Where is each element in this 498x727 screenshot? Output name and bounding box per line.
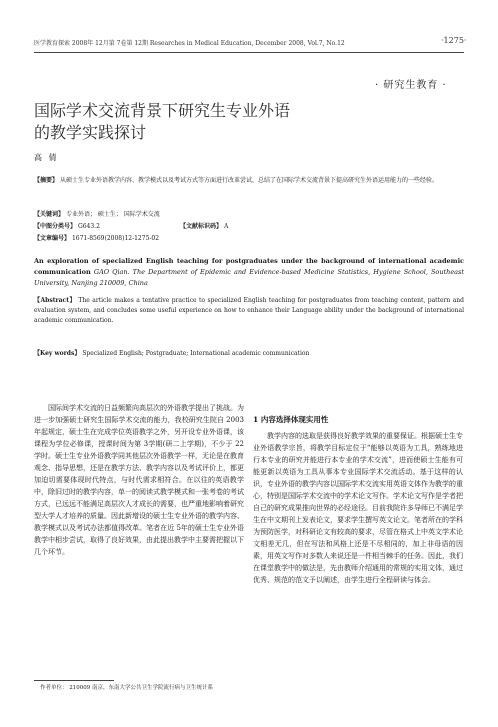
author: 高 倩	[34, 153, 59, 162]
footnote-rule	[34, 680, 114, 681]
docmark-label: 【文献标识码】	[180, 223, 223, 230]
abstract-label: 【摘要】	[34, 177, 59, 184]
classification-number	[34, 221, 100, 230]
keywords-label: 【关键词】	[34, 211, 65, 218]
english-keywords-text: Specialized English; Postgraduate; International academic communication	[82, 350, 310, 357]
english-affiliation: GAO Qian. The Department of Epidemic and Evidence-based Medicine Statistics, Hygiene School, Southeast University, Nanjing 210009, China	[34, 268, 464, 287]
english-keywords	[34, 348, 464, 357]
chinese-keywords	[34, 209, 160, 218]
english-abstract	[34, 296, 464, 326]
english-title: An exploration of specialized English teaching for postgraduates under the background of international academic communication	[34, 257, 464, 276]
chinese-abstract	[34, 176, 464, 186]
article-label: 【文章编号】	[34, 235, 71, 242]
abstract-text: 从硕士生专业外语教学内容、教学模式以及考试方式等方面进行改革尝试，总结了在国际学术交流背景下提高研究生外语运用能力的一些经验。	[59, 177, 438, 184]
running-header: 医学教育探索 2008年 12月第 7卷第 12期 Researches in Medical Education, December 2008, Vol.7, No.12	[34, 40, 345, 47]
english-title-block	[34, 256, 464, 289]
footnote	[34, 684, 244, 693]
article-value: 1671-8569(2008)12-1275-02	[71, 235, 160, 242]
docmark-value: A	[223, 223, 229, 230]
page-number: ·1275·	[441, 36, 467, 45]
class-label: 【中图分类号】	[34, 223, 77, 230]
header-rule	[34, 52, 464, 53]
title-line-1: 国际学术交流背景下研究生专业外语	[34, 101, 291, 120]
column-label: · 研究生教育 ·	[375, 80, 447, 91]
english-abstract-text: The article makes a tentative practice to specialized English teaching for postgraduates from teaching content, pattern and evaluation system, and concludes some useful experience on how to enhance their Language ability under the background of international academic communication.	[34, 297, 464, 324]
body-column-right: 教学内容的选取是获得良好教学效果的重要保证。根据硕士生专业外语教学宗旨，将教学目标定位于“能够以英语为工具，熟练地进行本专业的研究并能进行本专业的学术交流”，进而使硕士生能有可能更新以英语为工具从事本专业国际学术交流活动。基于这样的认识，专业外语的教学内容以国际学术交流实用英语文体作为教学的重心，特别是国际学术交流中的学术论文写作。学术论文写作是学者把自己的研究成果推向世界的必经途径。目前我院许多导师已不满足学生在中文期刊上发表论文，要求学生撰写英文论文。笔者所在的学科为预防医学，对科研论文有较高的要求，尽管在格式上中英文学术论文相差无几，但在写法和风格上还是不尽相同的，加上非母语的因素，用英文写作对多数人来说还是一件相当棘手的任务。因此，我们在课堂教学中的做法是，先由教师介绍通用的常规的实用文体，通过优秀、规范的范文予以阐述，由学生进行全程研读与体会。	[253, 432, 463, 584]
section-heading: 1 内容选择体现实用性	[253, 415, 329, 424]
article-number	[34, 233, 159, 242]
keywords-text: 专业外语； 硕士生； 国际学术交流	[65, 211, 160, 218]
title-line-2: 的教学实践探讨	[34, 123, 147, 142]
body-column-left: 国际间学术交流的日益频繁向高层次的外语教学提出了挑战。为进一步加强硕士研究生国际学术交流的能力，我校研究生院自 2003年起规定，硕士生在完成学位英语教学之外，另开设专业外语课，该课程为学位必修课，授课时间为第 3学期(研二上学期)，不少于 22学时。硕士生专业外语教学同其他层次外语教学一样，无论是在教育观念、指导思想，还是在教学方法、教学内容以及考试评价上，都更加迫切需要体现时代特点，与时代需求相符合。在以往的英语教学中，除旧过时的教学内容，单一的阅读式教学模式和一张考卷的考试方式，已远远不能满足高层次人才成长的需要，也严重地影响着研究型大学人才培养的质量。因此新增设的硕士生专业外语的教学内容、教学模式以及考试办法都值得改革。笔者在近 5年的硕士生专业外语教学中相步尝试，取得了良好效果，由此提出教学中主要需把握以下几个环节。	[34, 404, 244, 556]
english-abstract-label: 【Abstract】	[34, 297, 76, 304]
article-title	[34, 100, 454, 144]
document-code	[180, 221, 228, 230]
class-value: G643.2	[77, 223, 100, 230]
footnote-text: 210009 南京，东南大学公共卫生学院流行病与卫生统计系	[69, 685, 214, 691]
english-keywords-label: 【Key words】	[34, 350, 81, 357]
footnote-label: 作者单位：	[40, 685, 68, 691]
